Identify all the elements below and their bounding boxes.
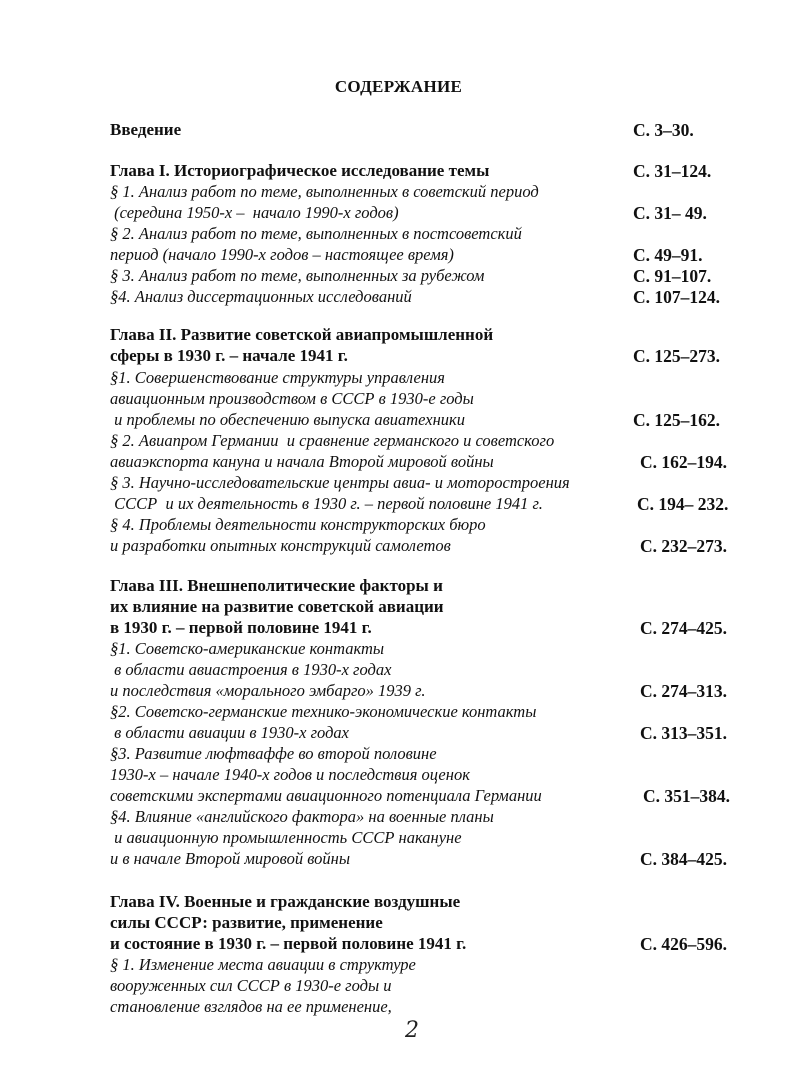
chapter-heading-line: сферы в 1930 г. – начале 1941 г. [110,346,348,365]
section-line: становление взглядов на ее применение, [110,997,392,1016]
section-line: §1. Совершенствование структуры управления [110,368,445,387]
page-range: С. 162–194. [640,452,728,472]
page-range: С. 384–425. [640,849,728,869]
page-range: С. 274–313. [640,681,728,701]
section-line: § 3. Анализ работ по теме, выполненных за рубежом [110,266,485,285]
page-range: С. 351–384. [643,786,731,806]
page-title: СОДЕРЖАНИЕ [334,77,463,96]
section-line: СССР и их деятельность в 1930 г. – первой половине 1941 г. [110,494,543,513]
section-line: §4. Влияние «английского фактора» на военные планы [110,807,494,826]
page-range: С. 49–91. [633,245,703,265]
section-line: § 3. Научно-исследовательские центры авиа- и моторостроения [110,473,570,492]
page-range: С. 426–596. [640,934,728,954]
page-range: С. 232–273. [640,536,728,556]
chapter-heading-line: их влияние на развитие советской авиации [110,597,444,616]
section-line: 1930-х – начале 1940-х годов и последствия оценок [110,765,470,784]
section-line: вооруженных сил СССР в 1930-е годы и [110,976,392,995]
section-line: §3. Развитие люфтваффе во второй половине [110,744,437,763]
section-line: § 2. Анализ работ по теме, выполненных в постсоветский [110,224,522,243]
chapter-heading-line: Введение [110,120,182,139]
page-range: С. 91–107. [633,266,712,286]
page-range: С. 274–425. [640,618,728,638]
section-line: § 1. Изменение места авиации в структуре [110,955,416,974]
section-line: §2. Советско-германские технико-экономические контакты [110,702,537,721]
chapter-heading-line: и состояние в 1930 г. – первой половине 1941 г. [110,934,467,953]
page-number: 2 [405,1018,419,1043]
page-range: С. 125–162. [633,410,721,430]
section-line: в области авиастроения в 1930-х годах [110,660,392,679]
section-line: § 2. Авиапром Германии и сравнение германского и советского [110,431,555,450]
section-line: и разработки опытных конструкций самолетов [110,536,451,555]
section-line: §1. Советско-американские контакты [110,639,385,658]
chapter-heading-line: Глава IV. Военные и гражданские воздушные [110,892,461,911]
page-range: С. 3–30. [633,120,694,140]
chapter-heading-line: Глава I. Историографическое исследование темы [110,161,490,180]
page-range: С. 125–273. [633,346,721,366]
section-line: авиационным производством в СССР в 1930-е годы [110,389,474,408]
section-line: § 4. Проблемы деятельности конструкторских бюро [110,515,486,534]
section-line: и в начале Второй мировой войны [110,849,351,868]
section-line: §4. Анализ диссертационных исследований [110,287,412,306]
section-line: авиаэкспорта кануна и начала Второй мировой войны [110,452,494,471]
section-line: в области авиации в 1930-х годах [110,723,350,742]
page-range: С. 107–124. [633,287,721,307]
page-range: С. 31– 49. [633,203,707,223]
section-line: (середина 1950-х – начало 1990-х годов) [110,203,399,222]
chapter-heading-line: Глава II. Развитие советской авиапромышленной [110,325,494,344]
section-line: § 1. Анализ работ по теме, выполненных в советский период [110,182,539,201]
section-line: и авиационную промышленность СССР накануне [110,828,462,847]
chapter-heading-line: в 1930 г. – первой половине 1941 г. [110,618,372,637]
chapter-heading-line: Глава III. Внешнеполитические факторы и [110,576,443,595]
section-line: и последствия «морального эмбарго» 1939 г. [110,681,426,700]
page-range: С. 313–351. [640,723,728,743]
page-range: С. 194– 232. [637,494,729,514]
chapter-heading-line: силы СССР: развитие, применение [110,913,383,932]
section-line: советскими экспертами авиационного потенциала Германии [110,786,542,805]
page-range: С. 31–124. [633,161,712,181]
section-line: период (начало 1990-х годов – настоящее время) [110,245,454,264]
section-line: и проблемы по обеспечению выпуска авиатехники [110,410,465,429]
